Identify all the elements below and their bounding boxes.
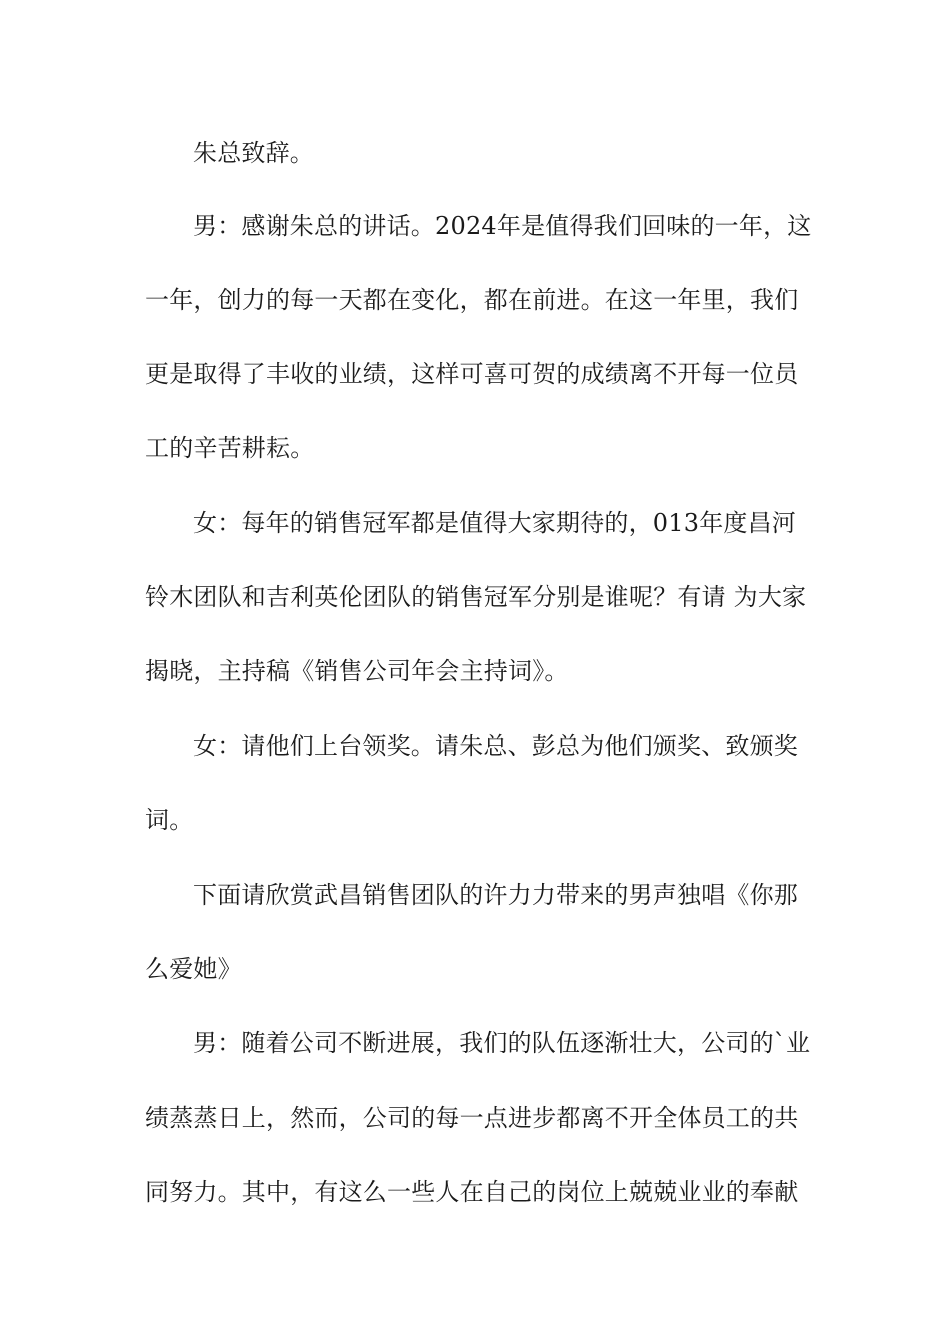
paragraph-line: 女：请他们上台领奖。请朱总、彭总为他们颁奖、致颁奖 (193, 732, 798, 760)
paragraph-line: 朱总致辞。 (193, 139, 314, 167)
paragraph-line: 工的辛苦耕耘。 (145, 434, 315, 462)
paragraph-line: 铃木团队和吉利英伦团队的销售冠军分别是谁呢？有请 为大家 (145, 583, 807, 611)
paragraph-line: 揭晓，主持稿《销售公司年会主持词》。 (145, 657, 569, 685)
paragraph-line: 词。 (145, 806, 194, 834)
paragraph-line: 更是取得了丰收的业绩，这样可喜可贺的成绩离不开每一位员 (145, 360, 799, 388)
paragraph-line: 男：随着公司不断进展，我们的队伍逐渐壮大，公司的`业 (193, 1029, 811, 1057)
paragraph-line: 女：每年的销售冠军都是值得大家期待的，013年度昌河 (193, 509, 797, 537)
paragraph-line: 同努力。其中，有这么一些人在自己的岗位上兢兢业业的奉献 (145, 1178, 799, 1206)
paragraph-line: 男：感谢朱总的讲话。2024年是值得我们回味的一年，这 (193, 212, 812, 240)
paragraph-line: 下面请欣赏武昌销售团队的许力力带来的男声独唱《你那 (193, 881, 798, 909)
paragraph-line: 绩蒸蒸日上，然而，公司的每一点进步都离不开全体员工的共 (145, 1104, 799, 1132)
paragraph-line: 么爱她》 (145, 955, 242, 983)
paragraph-line: 一年，创力的每一天都在变化，都在前进。在这一年里，我们 (145, 286, 799, 314)
